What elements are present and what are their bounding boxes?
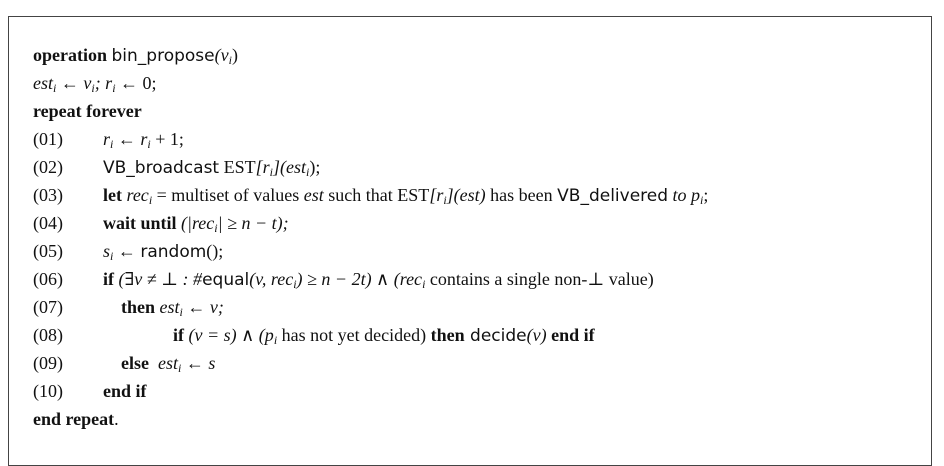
l03-kw: let: [103, 185, 122, 205]
init-line: [33, 69, 708, 97]
l04-sub: i: [214, 221, 218, 235]
l05-arrow: ←: [113, 241, 141, 261]
l09-est: est: [148, 353, 178, 373]
algorithm-box: [8, 16, 932, 466]
l07-est: est: [155, 297, 180, 317]
l03-sub-3: i: [700, 193, 704, 207]
l06-cond1: (∃v ≠ ⊥ : #: [114, 269, 203, 289]
end-repeat-line: [33, 405, 708, 433]
l02-est-caps: EST: [219, 157, 256, 177]
l03-r-close: ](est): [446, 185, 486, 205]
l03-end: ;: [703, 185, 709, 205]
l01-r: r: [103, 129, 111, 149]
line-06: [33, 265, 708, 293]
l07-arrow: ← v;: [182, 297, 224, 317]
l05-s: s: [103, 241, 111, 261]
keyword-operation: operation: [33, 45, 107, 65]
line-03: [33, 181, 708, 209]
line-01: [33, 125, 708, 153]
line-number: (03): [33, 185, 63, 205]
end-dot: .: [114, 409, 119, 429]
l03-has: has been: [485, 185, 558, 205]
line-number: (04): [33, 213, 63, 233]
l09-kw: else: [121, 353, 149, 373]
l01-text: ← r: [113, 129, 148, 149]
line-number: (08): [33, 325, 63, 345]
l09-arrow: ← s: [181, 353, 216, 373]
l08-endif: end if: [546, 325, 595, 345]
line-number: (09): [33, 353, 63, 373]
l07-kw: then: [121, 297, 156, 317]
init-sep: ; r: [94, 73, 113, 93]
l01-plus: + 1;: [150, 129, 184, 149]
l08-then: then: [430, 325, 465, 345]
l02-bracket-close: ](est: [272, 157, 306, 177]
l08-cond: (v = s) ∧ (p: [184, 325, 274, 345]
l03-such: such that: [323, 185, 398, 205]
l08-sub: i: [273, 333, 278, 347]
init-sub-3: i: [112, 81, 116, 95]
algorithm-listing: [33, 41, 708, 433]
l09-sub: i: [177, 361, 182, 375]
l06-cond3: ) ≥ n − 2t) ∧ (: [296, 269, 400, 289]
line-02: [33, 153, 708, 181]
init-sub-2: i: [91, 81, 95, 95]
l05-fn: random: [140, 242, 207, 262]
l08-cond2: has not yet decided): [277, 325, 431, 345]
l01-sub-2: i: [147, 137, 151, 151]
line-04: [33, 209, 708, 237]
line-10: [33, 377, 708, 405]
l05-sub: i: [110, 249, 114, 263]
l03-sub-2: i: [443, 193, 447, 207]
l06-cond2: (v, rec: [249, 269, 294, 289]
l06-contains: contains a single non-⊥ value): [425, 269, 654, 289]
line-05: [33, 237, 708, 265]
function-args-close: ): [231, 45, 238, 65]
l02-close: );: [309, 157, 321, 177]
l02-fn: VB_broadcast: [103, 158, 220, 178]
init-arrow-v: ← v: [56, 73, 92, 93]
l03-r: [r: [429, 185, 444, 205]
l06-sub: i: [293, 277, 297, 291]
function-args-sub: i: [228, 53, 232, 67]
keyword-repeat-forever: repeat forever: [33, 101, 142, 121]
l03-sub: i: [148, 193, 153, 207]
line-number: (06): [33, 269, 63, 289]
l06-eq: equal: [202, 270, 250, 290]
line-07: [33, 293, 708, 321]
l03-est: est: [303, 185, 324, 205]
l01-sub: i: [110, 137, 114, 151]
line-number: (07): [33, 297, 63, 317]
l08-kw: if: [173, 325, 184, 345]
line-08: [33, 321, 708, 349]
l03-vb: VB_delivered: [557, 186, 669, 206]
l03-eq: = multiset of values: [152, 185, 304, 205]
operation-header: [33, 41, 708, 69]
l07-sub: i: [179, 305, 183, 319]
function-name: bin_propose: [111, 46, 215, 66]
l04-cond: | ≥ n − t);: [217, 213, 289, 233]
line-number: (05): [33, 241, 63, 261]
init-sub: i: [53, 81, 57, 95]
l04-kw: wait until: [103, 213, 177, 233]
l08-arg: (v): [526, 325, 547, 345]
l03-to: to p: [668, 185, 701, 205]
l02-sub-2: i: [305, 165, 310, 179]
repeat-forever-line: [33, 97, 708, 125]
l08-decide: decide: [464, 326, 527, 346]
l04-open: (|rec: [176, 213, 215, 233]
l06-sub-2: i: [422, 277, 426, 291]
l02-bracket: [r: [255, 157, 270, 177]
l05-end: ();: [206, 241, 224, 261]
l06-kw: if: [103, 269, 114, 289]
l03-rec: rec: [121, 185, 149, 205]
l03-est-caps: EST: [397, 185, 430, 205]
line-number: (10): [33, 381, 63, 401]
line-09: [33, 349, 708, 377]
keyword-end-repeat: end repeat: [33, 409, 115, 429]
l06-rec: rec: [399, 269, 423, 289]
init-est: est: [33, 73, 53, 93]
l02-sub: i: [269, 165, 273, 179]
init-zero: ← 0;: [115, 73, 157, 93]
line-number: (01): [33, 129, 63, 149]
line-number: (02): [33, 157, 63, 177]
function-args: (v: [214, 45, 229, 65]
l10-kw: end if: [103, 381, 147, 401]
